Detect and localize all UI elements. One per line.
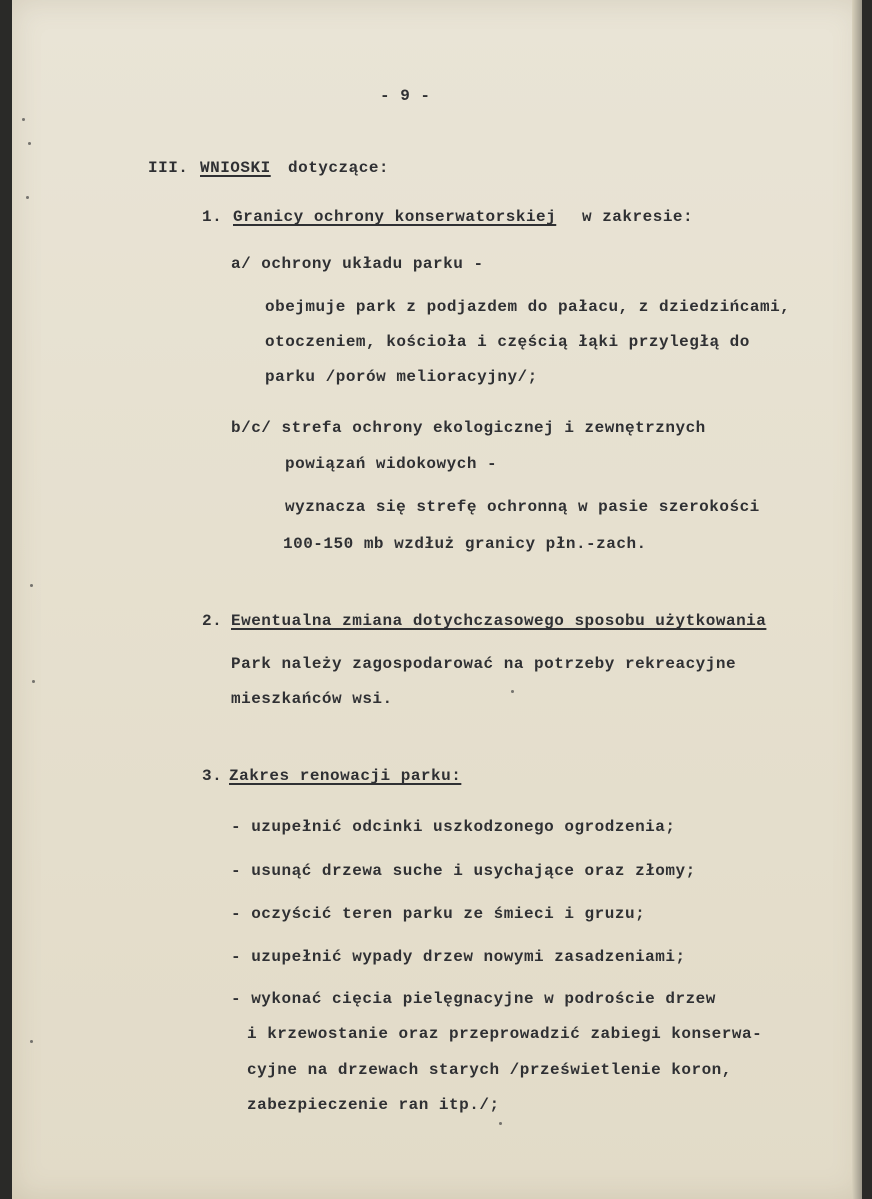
paper-speck (30, 1040, 33, 1043)
paper-speck (511, 690, 514, 693)
paper-speck (28, 142, 31, 145)
paper-speck (32, 680, 35, 683)
item2-title: Ewentualna zmiana dotychczasowego sposobu użytkowania (231, 612, 767, 630)
page-edge-shadow (852, 0, 862, 1199)
section-numeral: III. (148, 159, 189, 177)
item3-bullet-cont: i krzewostanie oraz przeprowadzić zabiegi konserwa- (247, 1025, 763, 1043)
paper-speck (30, 584, 33, 587)
item1-bc-line: wyznacza się strefę ochronną w pasie szerokości (285, 498, 760, 516)
item1-a-label: a/ ochrony układu parku - (231, 255, 484, 273)
item3-bullet: - uzupełnić odcinki uszkodzonego ogrodzenia; (231, 818, 676, 836)
item3-bullet-cont: zabezpieczenie ran itp./; (247, 1096, 500, 1114)
item1-a-line: obejmuje park z podjazdem do pałacu, z dziedzińcami, (265, 298, 791, 316)
item3-bullet-cont: cyjne na drzewach starych /prześwietlenie koron, (247, 1061, 732, 1079)
paper-speck (499, 1122, 502, 1125)
item3-title: Zakres renowacji parku: (229, 767, 462, 785)
page-number: - 9 - (380, 87, 431, 105)
item2-number: 2. (202, 612, 223, 630)
item3-bullet: - uzupełnić wypady drzew nowymi zasadzeniami; (231, 948, 686, 966)
section-heading: WNIOSKI (200, 159, 271, 177)
paper-speck (22, 118, 25, 121)
item1-bc-label: b/c/ strefa ochrony ekologicznej i zewnętrznych (231, 419, 706, 437)
item2-line: Park należy zagospodarować na potrzeby rekreacyjne (231, 655, 737, 673)
item1-title: Granicy ochrony konserwatorskiej (233, 208, 557, 226)
item3-bullet: - wykonać cięcia pielęgnacyjne w podroście drzew (231, 990, 716, 1008)
item1-bc-label-cont: powiązań widokowych - (285, 455, 498, 473)
item3-number: 3. (202, 767, 223, 785)
section-heading-rest: dotyczące: (288, 159, 390, 177)
item1-title-rest: w zakresie: (582, 208, 694, 226)
item3-bullet: - oczyścić teren parku ze śmieci i gruzu; (231, 905, 646, 923)
paper-speck (26, 196, 29, 199)
item1-bc-line: 100-150 mb wzdłuż granicy płn.-zach. (283, 535, 647, 553)
item2-line: mieszkańców wsi. (231, 690, 393, 708)
item1-number: 1. (202, 208, 223, 226)
item1-a-line: parku /porów melioracyjny/; (265, 368, 538, 386)
document-page (12, 0, 862, 1199)
item1-a-line: otoczeniem, kościoła i częścią łąki przyległą do (265, 333, 750, 351)
item3-bullet: - usunąć drzewa suche i usychające oraz złomy; (231, 862, 696, 880)
